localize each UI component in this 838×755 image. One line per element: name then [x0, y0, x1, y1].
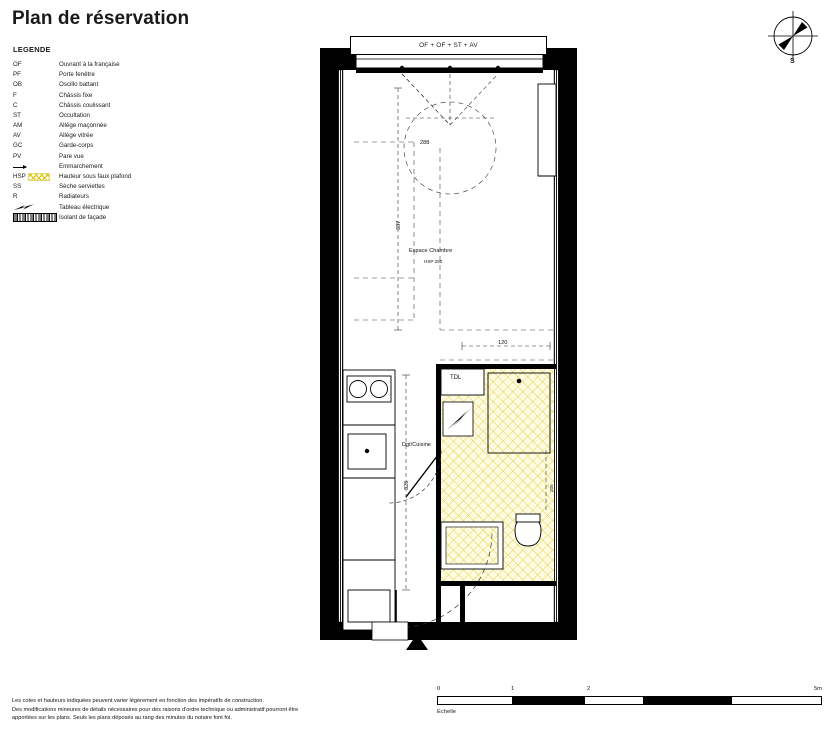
legend-key-text: HSP [13, 173, 26, 181]
legend-desc: Oscillo battant [59, 81, 99, 89]
room-label-chambre: Espace Chambre [409, 248, 453, 254]
legend-key [13, 194, 59, 200]
window-spec-label: OF + OF + ST + AV [419, 42, 478, 49]
legend-key [13, 82, 59, 88]
legend-panel [13, 45, 283, 223]
lightning-bolt-icon [13, 203, 35, 212]
legend-item [13, 172, 283, 182]
footnote-line-2: Des modifications mineures de détails nécessaires pour des raisons d'ordre technique ou administratif pourront être [12, 706, 299, 713]
legend-key [13, 62, 59, 68]
legend-key-text: PV [13, 152, 22, 160]
scale-seg [438, 697, 512, 704]
legend-desc: Allège vitrée [59, 132, 94, 140]
page-title: Plan de réservation [12, 8, 190, 29]
legend-desc: Tableau électrique [59, 203, 110, 211]
legend-key-text: PF [13, 71, 21, 79]
scale-bar-graphic [437, 696, 822, 705]
scale-seg [512, 697, 586, 704]
legend-desc: Allège maçonnée [59, 122, 107, 130]
legend-desc: Garde-corps [59, 142, 94, 150]
legend-item [13, 60, 283, 70]
legend-key-text: SS [13, 183, 22, 191]
legend-key-text: OF [13, 60, 22, 68]
legend-desc: Porte fenêtre [59, 71, 95, 79]
legend-key [13, 133, 59, 139]
legend-desc: Occultation [59, 111, 90, 119]
legend-item [13, 121, 283, 131]
legend-desc: Isolant de façade [59, 213, 107, 221]
scale-tick-0: 0 [437, 686, 441, 692]
dimension-387: 387 [396, 220, 402, 230]
legend-item [13, 182, 283, 192]
legend-item [13, 131, 283, 141]
dimension-205: 205 [549, 484, 554, 492]
scale-seg [585, 697, 642, 704]
legend-key [13, 154, 59, 160]
scale-tick-1: 1 [511, 686, 515, 692]
legend-key-text: GC [13, 142, 23, 150]
legend-key-text: AV [13, 132, 21, 140]
legend-key [13, 203, 59, 212]
legend-key-text: ST [13, 111, 21, 119]
legend-desc: Sèche serviettes [59, 183, 105, 191]
scale-tick-5m: 5m [813, 686, 822, 692]
scale-label: Echelle [437, 709, 457, 715]
floor-plan [310, 30, 610, 650]
legend-item [13, 162, 283, 172]
legend-key [13, 72, 59, 78]
legend-key [13, 113, 59, 119]
legend-item [13, 70, 283, 80]
legend-key-text: F [13, 91, 17, 99]
compass [762, 8, 824, 70]
legend-item [13, 80, 283, 90]
legend-item [13, 91, 283, 101]
legend-desc: Châssis coulissant [59, 101, 111, 109]
floor-plan-drawing [310, 30, 610, 650]
legend-item [13, 152, 283, 162]
dimension-288: 288 [420, 140, 430, 146]
legend-key-text: AM [13, 122, 23, 130]
legend-desc: Pare vue [59, 152, 84, 160]
room-label-dgt-cuisine: Dgt/Cuisine [402, 442, 431, 448]
insulation-swatch-icon [13, 213, 57, 222]
legend-desc: Emmarchement [59, 162, 103, 170]
hatch-swatch-icon [28, 173, 50, 181]
legend-key [13, 103, 59, 109]
legend-item [13, 213, 283, 223]
arrow-icon [13, 167, 26, 168]
scale-bar [437, 686, 822, 715]
scale-seg [732, 697, 821, 704]
legend-key [13, 173, 59, 181]
legend-desc: Hauteur sous faux plafond [59, 173, 132, 181]
scale-ticks [437, 686, 822, 696]
legend-key [13, 123, 59, 129]
legend-item [13, 192, 283, 202]
legend-key-text: OB [13, 81, 22, 89]
legend-item [13, 111, 283, 121]
legend-desc: Radiateurs [59, 193, 89, 201]
window-spec-band [350, 36, 547, 55]
scale-seg [643, 697, 732, 704]
legend-key [13, 93, 59, 99]
dimension-120: 120 [498, 340, 508, 346]
dimension-325: 325 [404, 480, 410, 490]
legend-desc: Châssis fixe [59, 91, 93, 99]
legend-item [13, 101, 283, 111]
footnote-line-1: Les cotes et hauteurs indiquées peuvent varier légèrement en fonction des impératifs de construction. [12, 698, 264, 704]
compass-south-label: S [790, 58, 795, 65]
legend-key [13, 143, 59, 149]
legend-key [13, 166, 59, 168]
legend-heading: LEGENDE [13, 45, 51, 54]
legend-item [13, 203, 283, 213]
room-hsp-chambre: HSP 250 [424, 259, 443, 264]
scale-tick-2: 2 [587, 686, 591, 692]
legend-key-text: R [13, 193, 18, 201]
legend-key [13, 213, 59, 222]
legend-key-text: C [13, 101, 18, 109]
footnote-line-3: apportées sur les plans. Seuls les plans déposés au rang des minutes du notaire font foi. [12, 715, 232, 722]
legend-key [13, 184, 59, 190]
label-tdl: TDL [450, 375, 462, 381]
legend-item [13, 142, 283, 152]
legend-desc: Ouvrant à la française [59, 60, 120, 68]
footnote [12, 697, 392, 723]
